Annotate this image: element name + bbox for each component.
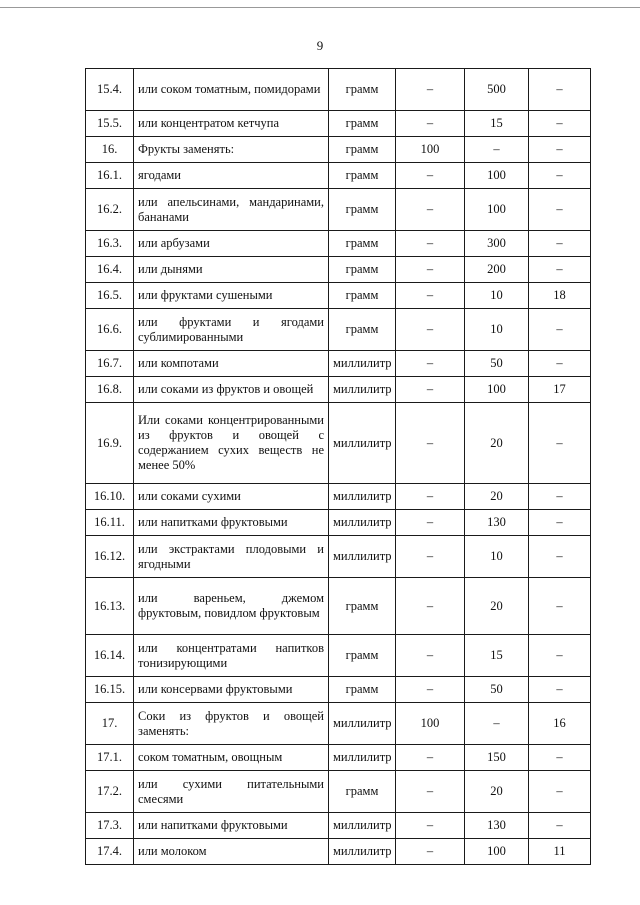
row-value-1: – (396, 578, 465, 635)
row-value-1: – (396, 745, 465, 771)
row-value-1: – (396, 257, 465, 283)
row-description: или фруктами и ягодами сублимированными (134, 309, 329, 351)
row-number: 16.7. (86, 351, 134, 377)
row-value-1: – (396, 309, 465, 351)
row-description: или арбузами (134, 231, 329, 257)
row-value-1: – (396, 536, 465, 578)
table-row (86, 111, 591, 137)
row-value-1: – (396, 377, 465, 403)
row-value-1: – (396, 677, 465, 703)
row-value-3: – (529, 309, 591, 351)
row-number: 16.2. (86, 189, 134, 231)
table-row (86, 69, 591, 111)
row-number: 16.13. (86, 578, 134, 635)
row-unit: грамм (329, 189, 396, 231)
top-rule (0, 7, 640, 8)
row-description: или экстрактами плодовыми и ягодными (134, 536, 329, 578)
row-value-1: – (396, 403, 465, 484)
row-value-1: – (396, 771, 465, 813)
row-description: Фрукты заменять: (134, 137, 329, 163)
table-row (86, 137, 591, 163)
row-value-2: 10 (465, 283, 529, 309)
row-value-3: – (529, 231, 591, 257)
table-row (86, 771, 591, 813)
row-value-3: 16 (529, 703, 591, 745)
row-description: или сухими питательными смесями (134, 771, 329, 813)
row-value-3: – (529, 69, 591, 111)
row-number: 16.4. (86, 257, 134, 283)
row-value-3: – (529, 484, 591, 510)
row-value-3: – (529, 635, 591, 677)
row-number: 16.9. (86, 403, 134, 484)
row-number: 15.5. (86, 111, 134, 137)
row-value-3: – (529, 111, 591, 137)
table-row (86, 351, 591, 377)
row-value-3: – (529, 351, 591, 377)
row-description: или напитками фруктовыми (134, 510, 329, 536)
row-value-2: 20 (465, 771, 529, 813)
row-value-2: 150 (465, 745, 529, 771)
row-value-1: – (396, 351, 465, 377)
row-number: 16.11. (86, 510, 134, 536)
row-unit: грамм (329, 69, 396, 111)
row-description: Соки из фруктов и овощей заменять: (134, 703, 329, 745)
row-value-3: – (529, 771, 591, 813)
row-description: или соком томатным, помидорами (134, 69, 329, 111)
table-row (86, 403, 591, 484)
row-value-2: 200 (465, 257, 529, 283)
row-value-2: – (465, 703, 529, 745)
row-value-1: – (396, 189, 465, 231)
row-number: 16.14. (86, 635, 134, 677)
row-value-3: – (529, 137, 591, 163)
row-number: 16.5. (86, 283, 134, 309)
row-value-2: 500 (465, 69, 529, 111)
row-value-1: – (396, 813, 465, 839)
row-description: или вареньем, джемом фруктовым, повидлом фруктовым (134, 578, 329, 635)
row-value-2: 20 (465, 578, 529, 635)
row-value-3: – (529, 403, 591, 484)
table-row (86, 163, 591, 189)
row-value-1: – (396, 510, 465, 536)
row-unit: миллилитр (329, 377, 396, 403)
table-row (86, 309, 591, 351)
row-unit: грамм (329, 309, 396, 351)
row-unit: грамм (329, 635, 396, 677)
table-row (86, 745, 591, 771)
table-row (86, 703, 591, 745)
row-value-1: 100 (396, 703, 465, 745)
row-value-3: – (529, 510, 591, 536)
row-value-1: – (396, 163, 465, 189)
table-row (86, 578, 591, 635)
row-number: 16.3. (86, 231, 134, 257)
row-value-3: – (529, 536, 591, 578)
row-unit: миллилитр (329, 510, 396, 536)
row-number: 16.8. (86, 377, 134, 403)
row-value-2: 10 (465, 309, 529, 351)
row-value-2: 300 (465, 231, 529, 257)
table-row (86, 189, 591, 231)
row-number: 16. (86, 137, 134, 163)
table-row (86, 635, 591, 677)
row-description: или соками сухими (134, 484, 329, 510)
row-value-2: 100 (465, 839, 529, 865)
row-value-1: – (396, 111, 465, 137)
row-value-3: – (529, 189, 591, 231)
row-description: или концентратами напитков тонизирующими (134, 635, 329, 677)
row-unit: миллилитр (329, 703, 396, 745)
table-row (86, 377, 591, 403)
row-unit: миллилитр (329, 839, 396, 865)
row-description: или компотами (134, 351, 329, 377)
row-unit: грамм (329, 578, 396, 635)
row-description: или напитками фруктовыми (134, 813, 329, 839)
table-row (86, 536, 591, 578)
row-value-3: – (529, 578, 591, 635)
row-description: или апельсинами, мандаринами, бананами (134, 189, 329, 231)
table-row (86, 484, 591, 510)
row-value-1: – (396, 635, 465, 677)
row-value-2: 15 (465, 635, 529, 677)
row-value-2: – (465, 137, 529, 163)
row-unit: миллилитр (329, 484, 396, 510)
row-value-3: – (529, 257, 591, 283)
row-value-2: 100 (465, 163, 529, 189)
row-unit: миллилитр (329, 813, 396, 839)
row-value-3: 17 (529, 377, 591, 403)
table-row (86, 813, 591, 839)
row-description: или соками из фруктов и овощей (134, 377, 329, 403)
row-number: 17.2. (86, 771, 134, 813)
row-number: 17.3. (86, 813, 134, 839)
row-unit: грамм (329, 163, 396, 189)
row-value-3: 18 (529, 283, 591, 309)
row-number: 17.1. (86, 745, 134, 771)
row-unit: грамм (329, 771, 396, 813)
row-unit: грамм (329, 137, 396, 163)
row-description: или консервами фруктовыми (134, 677, 329, 703)
row-number: 15.4. (86, 69, 134, 111)
row-value-2: 15 (465, 111, 529, 137)
row-value-2: 130 (465, 510, 529, 536)
row-value-3: – (529, 163, 591, 189)
row-value-2: 100 (465, 377, 529, 403)
row-unit: миллилитр (329, 536, 396, 578)
row-value-2: 100 (465, 189, 529, 231)
row-value-1: – (396, 839, 465, 865)
row-value-2: 20 (465, 403, 529, 484)
row-unit: грамм (329, 283, 396, 309)
row-value-2: 50 (465, 677, 529, 703)
row-description: ягодами (134, 163, 329, 189)
page-number: 9 (316, 38, 324, 53)
row-description: Или соками концентрированными из фруктов и овощей с содержанием сухих веществ не менее 50% (134, 403, 329, 484)
row-unit: грамм (329, 257, 396, 283)
row-unit: грамм (329, 231, 396, 257)
row-value-2: 50 (465, 351, 529, 377)
table-row (86, 839, 591, 865)
row-value-1: – (396, 283, 465, 309)
table-row (86, 231, 591, 257)
row-value-2: 130 (465, 813, 529, 839)
row-description: или фруктами сушеными (134, 283, 329, 309)
table-row (86, 677, 591, 703)
row-description: соком томатным, овощным (134, 745, 329, 771)
row-value-3: – (529, 813, 591, 839)
row-value-3: – (529, 745, 591, 771)
row-unit: миллилитр (329, 351, 396, 377)
table-row (86, 257, 591, 283)
row-value-3: 11 (529, 839, 591, 865)
table-row (86, 510, 591, 536)
row-number: 17. (86, 703, 134, 745)
row-description: или концентратом кетчупа (134, 111, 329, 137)
row-value-2: 10 (465, 536, 529, 578)
row-number: 16.6. (86, 309, 134, 351)
row-unit: миллилитр (329, 403, 396, 484)
row-number: 16.1. (86, 163, 134, 189)
row-description: или дынями (134, 257, 329, 283)
row-number: 17.4. (86, 839, 134, 865)
row-value-3: – (529, 677, 591, 703)
row-unit: грамм (329, 677, 396, 703)
row-number: 16.10. (86, 484, 134, 510)
row-unit: грамм (329, 111, 396, 137)
row-value-2: 20 (465, 484, 529, 510)
row-value-1: 100 (396, 137, 465, 163)
table-row (86, 283, 591, 309)
row-value-1: – (396, 69, 465, 111)
row-unit: миллилитр (329, 745, 396, 771)
row-value-1: – (396, 231, 465, 257)
row-number: 16.12. (86, 536, 134, 578)
row-number: 16.15. (86, 677, 134, 703)
row-description: или молоком (134, 839, 329, 865)
substitution-table (85, 68, 591, 865)
row-value-1: – (396, 484, 465, 510)
